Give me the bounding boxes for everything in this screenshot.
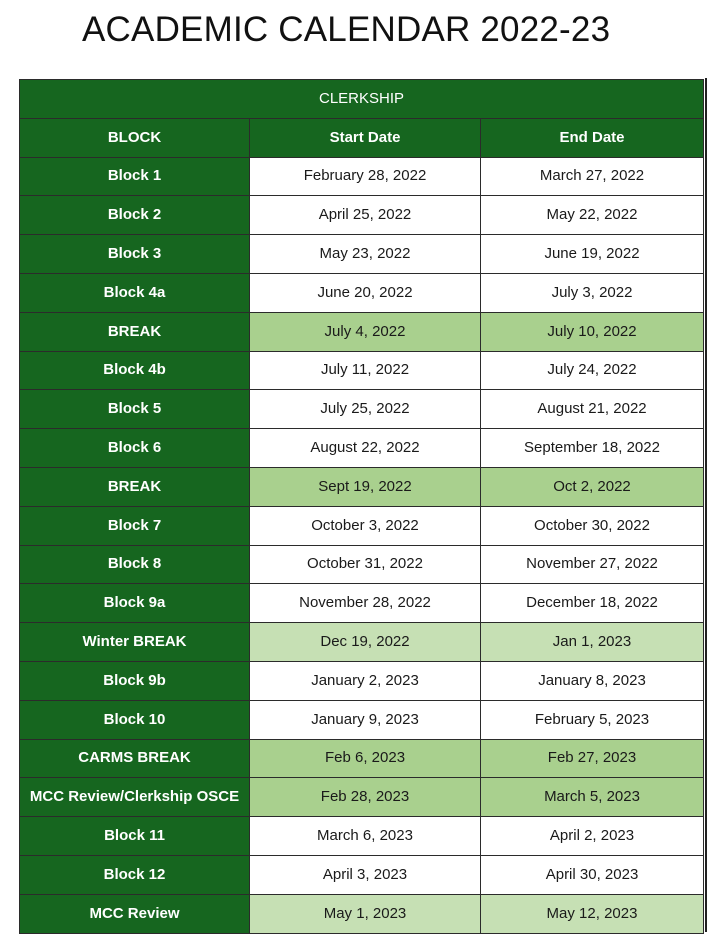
table-row xyxy=(20,739,704,778)
end-date-cell: Feb 27, 2023 xyxy=(481,739,704,778)
block-name-cell: Block 10 xyxy=(20,700,250,739)
table-row xyxy=(20,778,704,817)
start-date-cell: July 25, 2022 xyxy=(250,390,481,429)
end-date-cell: February 5, 2023 xyxy=(481,700,704,739)
start-date-cell: May 1, 2023 xyxy=(250,894,481,933)
column-header-start-date: Start Date xyxy=(250,118,481,157)
end-date-cell: April 30, 2023 xyxy=(481,855,704,894)
end-date-cell: March 5, 2023 xyxy=(481,778,704,817)
end-date-cell: Jan 1, 2023 xyxy=(481,623,704,662)
start-date-cell: Dec 19, 2022 xyxy=(250,623,481,662)
table-row xyxy=(20,273,704,312)
block-name-cell: BREAK xyxy=(20,312,250,351)
start-date-cell: July 4, 2022 xyxy=(250,312,481,351)
block-name-cell: Winter BREAK xyxy=(20,623,250,662)
table-row xyxy=(20,661,704,700)
right-border-line xyxy=(705,78,707,932)
table-row xyxy=(20,157,704,196)
start-date-cell: Sept 19, 2022 xyxy=(250,467,481,506)
start-date-cell: October 3, 2022 xyxy=(250,506,481,545)
end-date-cell: November 27, 2022 xyxy=(481,545,704,584)
table-body xyxy=(20,157,704,933)
start-date-cell: May 23, 2022 xyxy=(250,235,481,274)
block-name-cell: Block 9a xyxy=(20,584,250,623)
table-caption: CLERKSHIP xyxy=(20,80,704,119)
table-row xyxy=(20,312,704,351)
block-name-cell: Block 3 xyxy=(20,235,250,274)
block-name-cell: Block 9b xyxy=(20,661,250,700)
block-name-cell: Block 1 xyxy=(20,157,250,196)
end-date-cell: December 18, 2022 xyxy=(481,584,704,623)
block-name-cell: MCC Review xyxy=(20,894,250,933)
end-date-cell: July 3, 2022 xyxy=(481,273,704,312)
end-date-cell: October 30, 2022 xyxy=(481,506,704,545)
end-date-cell: May 22, 2022 xyxy=(481,196,704,235)
table-row xyxy=(20,351,704,390)
end-date-cell: May 12, 2023 xyxy=(481,894,704,933)
block-name-cell: Block 4b xyxy=(20,351,250,390)
block-name-cell: Block 6 xyxy=(20,429,250,468)
start-date-cell: June 20, 2022 xyxy=(250,273,481,312)
table-row xyxy=(20,817,704,856)
table-row xyxy=(20,623,704,662)
end-date-cell: January 8, 2023 xyxy=(481,661,704,700)
start-date-cell: August 22, 2022 xyxy=(250,429,481,468)
block-name-cell: CARMS BREAK xyxy=(20,739,250,778)
start-date-cell: April 3, 2023 xyxy=(250,855,481,894)
table-row xyxy=(20,235,704,274)
start-date-cell: January 2, 2023 xyxy=(250,661,481,700)
block-name-cell: BREAK xyxy=(20,467,250,506)
start-date-cell: November 28, 2022 xyxy=(250,584,481,623)
end-date-cell: April 2, 2023 xyxy=(481,817,704,856)
end-date-cell: July 24, 2022 xyxy=(481,351,704,390)
block-name-cell: Block 8 xyxy=(20,545,250,584)
block-name-cell: Block 4a xyxy=(20,273,250,312)
end-date-cell: September 18, 2022 xyxy=(481,429,704,468)
clerkship-calendar-table xyxy=(19,79,704,934)
table-row xyxy=(20,584,704,623)
end-date-cell: August 21, 2022 xyxy=(481,390,704,429)
column-header-end-date: End Date xyxy=(481,118,704,157)
block-name-cell: Block 11 xyxy=(20,817,250,856)
block-name-cell: Block 12 xyxy=(20,855,250,894)
table-row xyxy=(20,467,704,506)
table-row xyxy=(20,700,704,739)
start-date-cell: October 31, 2022 xyxy=(250,545,481,584)
table-row xyxy=(20,855,704,894)
block-name-cell: Block 2 xyxy=(20,196,250,235)
table-row xyxy=(20,894,704,933)
block-name-cell: Block 7 xyxy=(20,506,250,545)
table-row xyxy=(20,429,704,468)
column-header-block: BLOCK xyxy=(20,118,250,157)
header-row xyxy=(20,118,704,157)
end-date-cell: June 19, 2022 xyxy=(481,235,704,274)
block-name-cell: MCC Review/Clerkship OSCE xyxy=(20,778,250,817)
table-row xyxy=(20,196,704,235)
start-date-cell: April 25, 2022 xyxy=(250,196,481,235)
start-date-cell: Feb 28, 2023 xyxy=(250,778,481,817)
table-row xyxy=(20,506,704,545)
end-date-cell: Oct 2, 2022 xyxy=(481,467,704,506)
end-date-cell: March 27, 2022 xyxy=(481,157,704,196)
page-title: ACADEMIC CALENDAR 2022-23 xyxy=(82,10,611,49)
table-row xyxy=(20,545,704,584)
block-name-cell: Block 5 xyxy=(20,390,250,429)
caption-row xyxy=(20,80,704,119)
start-date-cell: March 6, 2023 xyxy=(250,817,481,856)
end-date-cell: July 10, 2022 xyxy=(481,312,704,351)
start-date-cell: July 11, 2022 xyxy=(250,351,481,390)
start-date-cell: February 28, 2022 xyxy=(250,157,481,196)
start-date-cell: January 9, 2023 xyxy=(250,700,481,739)
table-row xyxy=(20,390,704,429)
start-date-cell: Feb 6, 2023 xyxy=(250,739,481,778)
